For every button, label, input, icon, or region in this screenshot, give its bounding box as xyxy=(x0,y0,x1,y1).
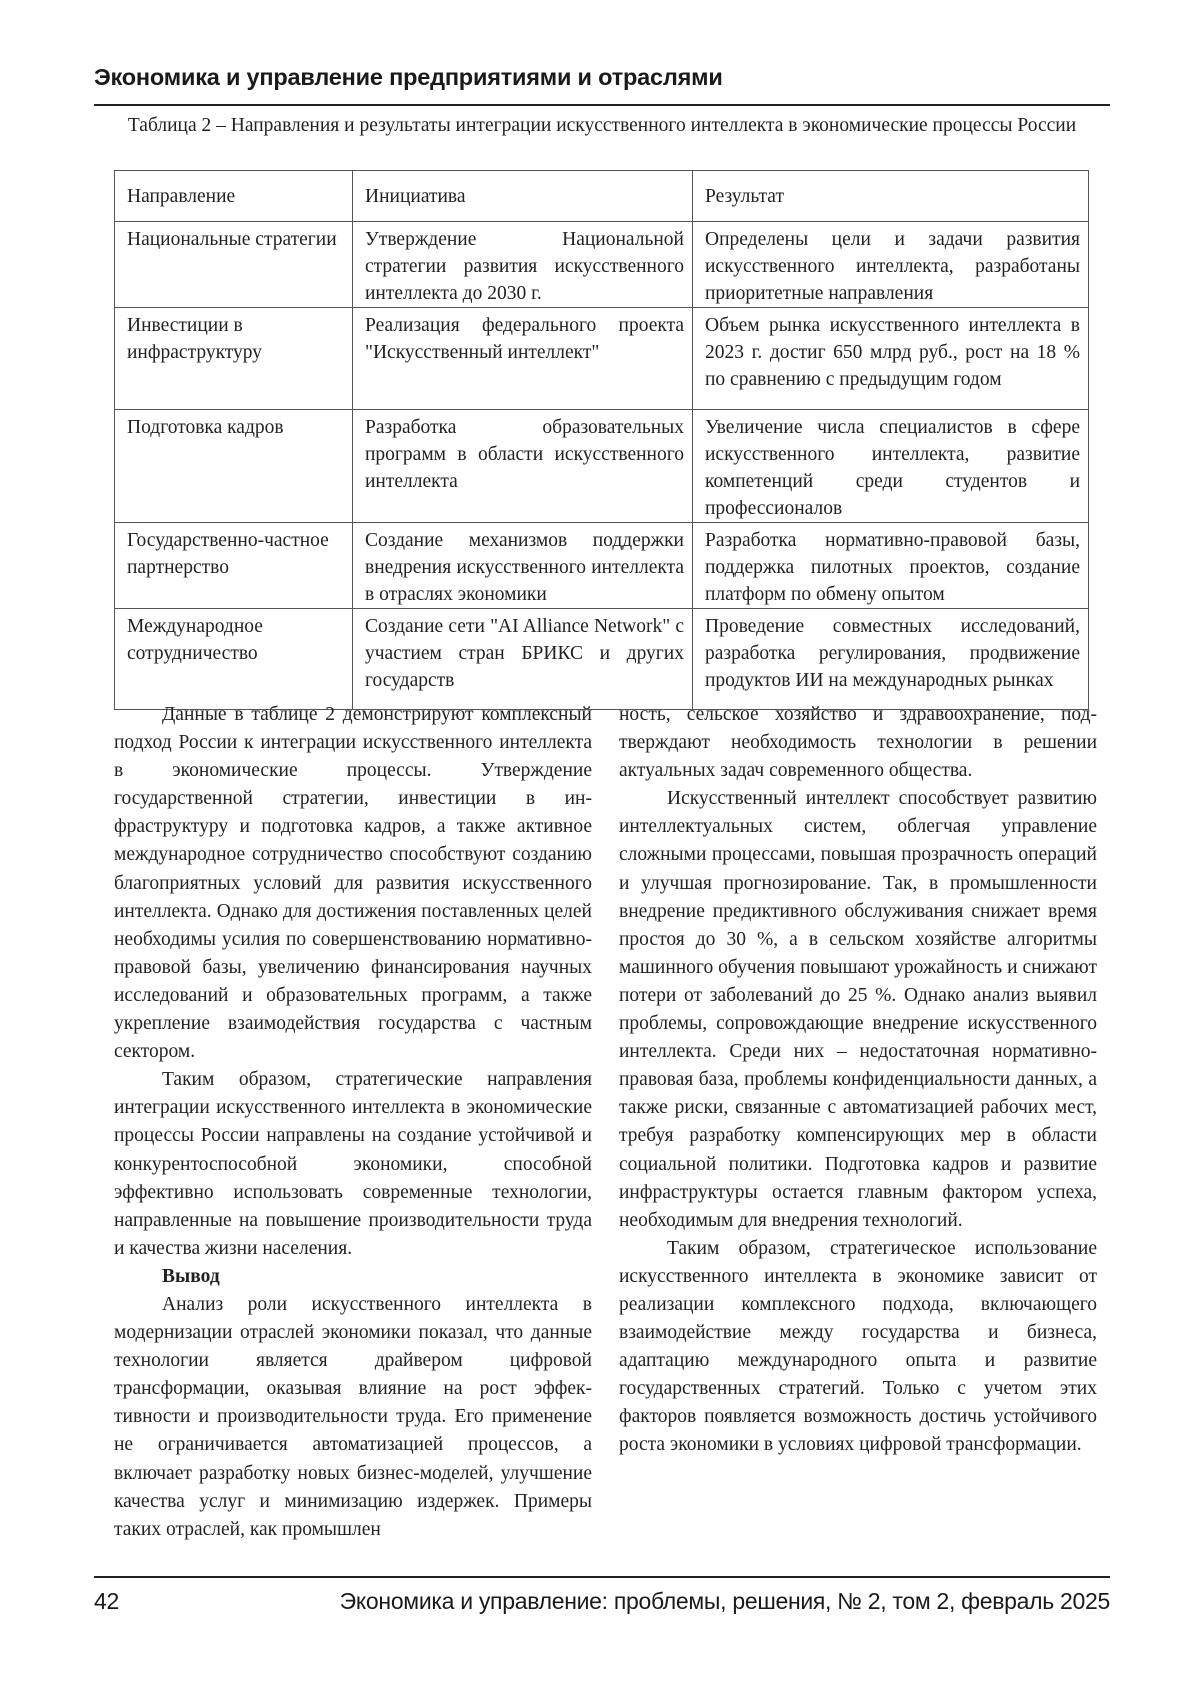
paragraph: Таким образом, стратегические направления интеграции искусственного интеллекта в экономические процессы России направлены на создание устойчивой и конкурентоспособной экономики, способной эффективно использовать современные технологии, направленные на повышение производительности труда и качества жизни населения. xyxy=(114,1069,592,1259)
cell-result: Определены цели и задачи развития искусственного интеллекта, разработаны приоритетные направления xyxy=(693,222,1089,308)
cell-result: Проведение совместных исследований, разработка регулирования, продвижение продуктов ИИ на международных рынках xyxy=(693,609,1089,710)
cell-direction: Международное сотрудничество xyxy=(115,609,353,710)
table-row xyxy=(115,308,1089,410)
paragraph: Таким образом, стратегическое использование искусственного интеллекта в экономике зависит от реализации комплексного подхода, включающего взаимодействие между государства и бизнеса, адаптацию международного опыта и развитие государственных стратегий. Только с учетом этих факторов появляется возможность достичь устойчивого роста экономики в условиях цифровой трансформации. xyxy=(619,1237,1097,1456)
cell-initiative: Создание сети "AI Alliance Network" с участием стран БРИКС и других государств xyxy=(353,609,693,710)
cell-direction: Государственно-частное партнерство xyxy=(115,523,353,609)
page-number: 42 xyxy=(94,1588,119,1614)
paragraph: Искусственный интеллект способствует развитию интеллектуальных систем, облегчая управление сложными процессами, повышая прозрачность операций и улучшая прогнозирование. Так, в промышленности внедрение предиктивного обслуживания снижает время простоя до 30 %, а в сельском хозяйстве алгоритмы машинного обучения повышают урожайность и снижают потери от заболеваний до 25 %. Однако анализ выявил проблемы, сопровождающие внедрение искусственного интеллекта. Среди них – недостаточная нормативно-правовая база, проблемы конфиденциальности данных, а также риски, связанные с автоматизацией рабочих мест, требуя разработку компенсирующих мер в области социальной политики. Подготовка кадров и развитие инфраструктуры остается главным фактором успеха, необходимым для внедрения технологий. xyxy=(619,788,1097,1231)
cell-initiative: Создание механизмов поддержки внедрения искусственного интеллекта в отраслях экономики xyxy=(353,523,693,609)
cell-initiative: Утверждение Национальной стратегии развития искусственного интеллекта до 2030 г. xyxy=(353,222,693,308)
journal-info: Экономика и управление: проблемы, решения, № 2, том 2, февраль 2025 xyxy=(339,1588,1110,1614)
column-header-result: Результат xyxy=(693,171,1089,222)
footer-rule xyxy=(94,1576,1110,1578)
paragraph: Анализ роли искусственного интеллекта в модернизации отраслей экономики показал, что данные технологии является драйвером цифровой трансформации, оказывая влияние на рост эффективности и производительности труда. Его применение не ограничивается автоматизацией процессов, а включает разработку новых бизнес-моделей, улучшение качества услуг и минимизацию издержек. Примеры таких отраслей, как промышлен xyxy=(114,1293,592,1540)
table-row xyxy=(115,410,1089,523)
cell-initiative: Разработка образовательных программ в области искусственного интеллекта xyxy=(353,410,693,523)
table-header-row xyxy=(115,171,1089,222)
text-column-right xyxy=(619,701,1097,1460)
running-head-title: Экономика и управление предприятиями и отраслями xyxy=(94,64,723,90)
paragraph: Данные в таблице 2 демонстрируют комплексный подход России к интеграции искусственного интеллекта в экономические процессы. Утверждение государственной стратегии, инвестиции в инфраструктуру и подготовка кадров, а также активное международное сотрудничество способствуют созданию благоприятных условий для развития искусственного интеллекта. Однако для достижения поставленных целей необходимы усилия по совершенствованию нормативно-правовой базы, увеличению финансирования научных исследований и образовательных программ, а также укрепление взаимодействия государства с частным сектором. xyxy=(114,704,592,1063)
header-rule xyxy=(94,104,1110,106)
column-header-direction: Направление xyxy=(115,171,353,222)
column-header-initiative: Инициатива xyxy=(353,171,693,222)
cell-direction: Инвестиции в инфраструктуру xyxy=(115,308,353,410)
cell-result: Объем рынка искусственного интеллекта в 2023 г. достиг 650 млрд руб., рост на 18 % по сравнению с предыдущим годом xyxy=(693,308,1089,410)
cell-result: Разработка нормативно-правовой базы, поддержка пилотных проектов, создание платформ по обмену опытом xyxy=(693,523,1089,609)
ai-integration-table xyxy=(114,170,1089,710)
table-row xyxy=(115,523,1089,609)
page-footer xyxy=(94,1588,1110,1615)
table-row xyxy=(115,609,1089,710)
cell-direction: Подготовка кадров xyxy=(115,410,353,523)
cell-result: Увеличение числа специалистов в сфере искусственного интеллекта, развитие компетенций среди студентов и профессионалов xyxy=(693,410,1089,523)
cell-direction: Национальные стратегии xyxy=(115,222,353,308)
table-row xyxy=(115,222,1089,308)
text-column-left xyxy=(114,701,592,1544)
section-heading-conclusion: Вывод xyxy=(162,1265,220,1287)
table-caption: Таблица 2 – Направления и результаты интеграции искусственного интеллекта в экономические процессы России xyxy=(127,115,1077,136)
cell-initiative: Реализация федерального проекта "Искусственный интеллект" xyxy=(353,308,693,410)
paragraph-continued: ность, сельское хозяйство и здравоохранение, подтверждают необходимость технологии в решении актуальных задач современного общества. xyxy=(619,704,1097,782)
